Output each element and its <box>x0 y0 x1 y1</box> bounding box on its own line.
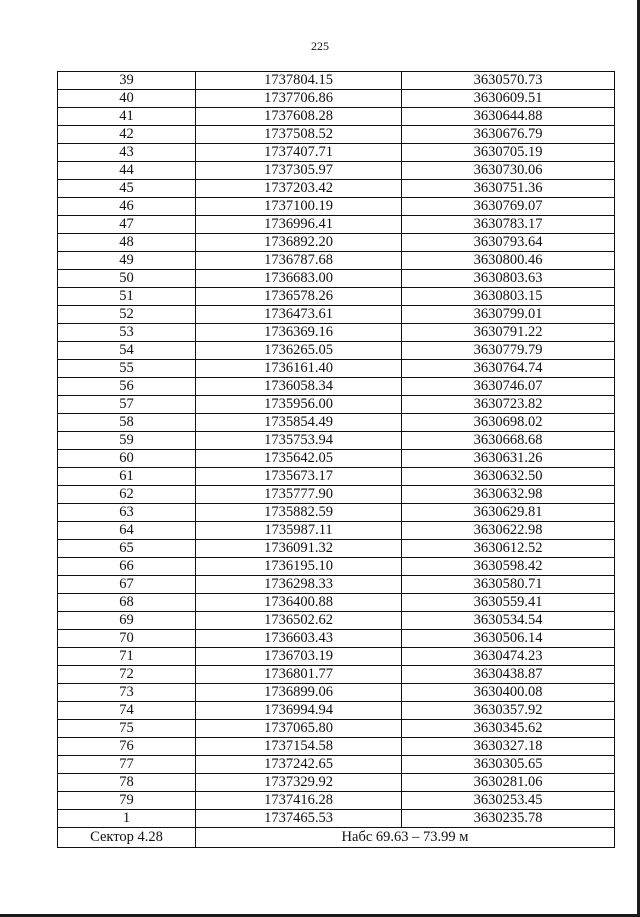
table-row <box>58 234 615 252</box>
y-coordinate-cell: 3630799.01 <box>402 306 615 324</box>
table-row <box>58 774 615 792</box>
table-row <box>58 198 615 216</box>
table-row <box>58 576 615 594</box>
x-coordinate-cell: 1736473.61 <box>196 306 402 324</box>
x-coordinate-cell: 1737203.42 <box>196 180 402 198</box>
table-row <box>58 252 615 270</box>
point-number-cell: 56 <box>58 378 196 396</box>
y-coordinate-cell: 3630438.87 <box>402 666 615 684</box>
point-number-cell: 60 <box>58 450 196 468</box>
point-number-cell: 52 <box>58 306 196 324</box>
point-number-cell: 39 <box>58 72 196 90</box>
point-number-cell: 49 <box>58 252 196 270</box>
point-number-cell: 55 <box>58 360 196 378</box>
x-coordinate-cell: 1735854.49 <box>196 414 402 432</box>
point-number-cell: 63 <box>58 504 196 522</box>
y-coordinate-cell: 3630779.79 <box>402 342 615 360</box>
coordinates-table <box>57 71 615 848</box>
point-number-cell: 65 <box>58 540 196 558</box>
x-coordinate-cell: 1736058.34 <box>196 378 402 396</box>
x-coordinate-cell: 1735987.11 <box>196 522 402 540</box>
table-row <box>58 558 615 576</box>
x-coordinate-cell: 1736502.62 <box>196 612 402 630</box>
x-coordinate-cell: 1736787.68 <box>196 252 402 270</box>
table-row <box>58 504 615 522</box>
y-coordinate-cell: 3630791.22 <box>402 324 615 342</box>
point-number-cell: 71 <box>58 648 196 666</box>
y-coordinate-cell: 3630730.06 <box>402 162 615 180</box>
point-number-cell: 70 <box>58 630 196 648</box>
point-number-cell: 51 <box>58 288 196 306</box>
y-coordinate-cell: 3630345.62 <box>402 720 615 738</box>
y-coordinate-cell: 3630698.02 <box>402 414 615 432</box>
x-coordinate-cell: 1736195.10 <box>196 558 402 576</box>
y-coordinate-cell: 3630769.07 <box>402 198 615 216</box>
y-coordinate-cell: 3630676.79 <box>402 126 615 144</box>
y-coordinate-cell: 3630705.19 <box>402 144 615 162</box>
point-number-cell: 75 <box>58 720 196 738</box>
x-coordinate-cell: 1737407.71 <box>196 144 402 162</box>
x-coordinate-cell: 1736091.32 <box>196 540 402 558</box>
y-coordinate-cell: 3630803.15 <box>402 288 615 306</box>
x-coordinate-cell: 1736161.40 <box>196 360 402 378</box>
point-number-cell: 61 <box>58 468 196 486</box>
y-coordinate-cell: 3630327.18 <box>402 738 615 756</box>
x-coordinate-cell: 1735642.05 <box>196 450 402 468</box>
table-row <box>58 162 615 180</box>
point-number-cell: 47 <box>58 216 196 234</box>
table-row <box>58 144 615 162</box>
table-row <box>58 450 615 468</box>
table-row <box>58 288 615 306</box>
coordinates-table-body <box>58 72 615 828</box>
x-coordinate-cell: 1736801.77 <box>196 666 402 684</box>
x-coordinate-cell: 1735956.00 <box>196 396 402 414</box>
point-number-cell: 57 <box>58 396 196 414</box>
table-row <box>58 126 615 144</box>
y-coordinate-cell: 3630793.64 <box>402 234 615 252</box>
table-row <box>58 702 615 720</box>
table-row <box>58 486 615 504</box>
point-number-cell: 68 <box>58 594 196 612</box>
point-number-cell: 76 <box>58 738 196 756</box>
table-row <box>58 108 615 126</box>
table-row <box>58 378 615 396</box>
x-coordinate-cell: 1737804.15 <box>196 72 402 90</box>
point-number-cell: 77 <box>58 756 196 774</box>
x-coordinate-cell: 1736603.43 <box>196 630 402 648</box>
table-row <box>58 720 615 738</box>
x-coordinate-cell: 1737100.19 <box>196 198 402 216</box>
table-row <box>58 324 615 342</box>
x-coordinate-cell: 1736369.16 <box>196 324 402 342</box>
table-row <box>58 180 615 198</box>
point-number-cell: 72 <box>58 666 196 684</box>
point-number-cell: 69 <box>58 612 196 630</box>
y-coordinate-cell: 3630803.63 <box>402 270 615 288</box>
y-coordinate-cell: 3630506.14 <box>402 630 615 648</box>
point-number-cell: 66 <box>58 558 196 576</box>
y-coordinate-cell: 3630631.26 <box>402 450 615 468</box>
x-coordinate-cell: 1736996.41 <box>196 216 402 234</box>
point-number-cell: 1 <box>58 810 196 828</box>
x-coordinate-cell: 1737706.86 <box>196 90 402 108</box>
table-row <box>58 342 615 360</box>
x-coordinate-cell: 1737329.92 <box>196 774 402 792</box>
point-number-cell: 44 <box>58 162 196 180</box>
height-range: Набс 69.63 – 73.99 м <box>196 828 615 848</box>
y-coordinate-cell: 3630783.17 <box>402 216 615 234</box>
y-coordinate-cell: 3630559.41 <box>402 594 615 612</box>
y-coordinate-cell: 3630632.98 <box>402 486 615 504</box>
y-coordinate-cell: 3630751.36 <box>402 180 615 198</box>
y-coordinate-cell: 3630281.06 <box>402 774 615 792</box>
table-row <box>58 468 615 486</box>
point-number-cell: 78 <box>58 774 196 792</box>
x-coordinate-cell: 1736578.26 <box>196 288 402 306</box>
x-coordinate-cell: 1735673.17 <box>196 468 402 486</box>
point-number-cell: 43 <box>58 144 196 162</box>
x-coordinate-cell: 1737465.53 <box>196 810 402 828</box>
y-coordinate-cell: 3630723.82 <box>402 396 615 414</box>
table-row <box>58 216 615 234</box>
point-number-cell: 48 <box>58 234 196 252</box>
y-coordinate-cell: 3630622.98 <box>402 522 615 540</box>
x-coordinate-cell: 1736400.88 <box>196 594 402 612</box>
point-number-cell: 54 <box>58 342 196 360</box>
y-coordinate-cell: 3630570.73 <box>402 72 615 90</box>
point-number-cell: 62 <box>58 486 196 504</box>
y-coordinate-cell: 3630598.42 <box>402 558 615 576</box>
y-coordinate-cell: 3630305.65 <box>402 756 615 774</box>
x-coordinate-cell: 1736899.06 <box>196 684 402 702</box>
table-row <box>58 810 615 828</box>
point-number-cell: 73 <box>58 684 196 702</box>
y-coordinate-cell: 3630580.71 <box>402 576 615 594</box>
y-coordinate-cell: 3630357.92 <box>402 702 615 720</box>
table-row <box>58 270 615 288</box>
point-number-cell: 58 <box>58 414 196 432</box>
x-coordinate-cell: 1735753.94 <box>196 432 402 450</box>
y-coordinate-cell: 3630764.74 <box>402 360 615 378</box>
x-coordinate-cell: 1736683.00 <box>196 270 402 288</box>
table-row <box>58 72 615 90</box>
sector-label: Сектор 4.28 <box>58 828 196 848</box>
table-row <box>58 684 615 702</box>
x-coordinate-cell: 1736298.33 <box>196 576 402 594</box>
point-number-cell: 67 <box>58 576 196 594</box>
x-coordinate-cell: 1737608.28 <box>196 108 402 126</box>
table-row <box>58 612 615 630</box>
point-number-cell: 53 <box>58 324 196 342</box>
y-coordinate-cell: 3630474.23 <box>402 648 615 666</box>
x-coordinate-cell: 1737508.52 <box>196 126 402 144</box>
x-coordinate-cell: 1735777.90 <box>196 486 402 504</box>
table-row <box>58 360 615 378</box>
y-coordinate-cell: 3630253.45 <box>402 792 615 810</box>
x-coordinate-cell: 1736892.20 <box>196 234 402 252</box>
x-coordinate-cell: 1737154.58 <box>196 738 402 756</box>
table-row <box>58 522 615 540</box>
table-row <box>58 756 615 774</box>
table-row <box>58 306 615 324</box>
point-number-cell: 45 <box>58 180 196 198</box>
y-coordinate-cell: 3630668.68 <box>402 432 615 450</box>
x-coordinate-cell: 1737416.28 <box>196 792 402 810</box>
y-coordinate-cell: 3630534.54 <box>402 612 615 630</box>
point-number-cell: 79 <box>58 792 196 810</box>
x-coordinate-cell: 1737065.80 <box>196 720 402 738</box>
table-row <box>58 432 615 450</box>
table-row <box>58 396 615 414</box>
point-number-cell: 40 <box>58 90 196 108</box>
point-number-cell: 41 <box>58 108 196 126</box>
table-row <box>58 792 615 810</box>
x-coordinate-cell: 1737242.65 <box>196 756 402 774</box>
point-number-cell: 46 <box>58 198 196 216</box>
x-coordinate-cell: 1735882.59 <box>196 504 402 522</box>
point-number-cell: 50 <box>58 270 196 288</box>
point-number-cell: 59 <box>58 432 196 450</box>
table-row <box>58 666 615 684</box>
table-row <box>58 90 615 108</box>
y-coordinate-cell: 3630629.81 <box>402 504 615 522</box>
y-coordinate-cell: 3630632.50 <box>402 468 615 486</box>
table-row <box>58 594 615 612</box>
x-coordinate-cell: 1737305.97 <box>196 162 402 180</box>
y-coordinate-cell: 3630746.07 <box>402 378 615 396</box>
sector-footer-row <box>58 828 615 848</box>
table-row <box>58 414 615 432</box>
y-coordinate-cell: 3630400.08 <box>402 684 615 702</box>
y-coordinate-cell: 3630644.88 <box>402 108 615 126</box>
table-row <box>58 738 615 756</box>
y-coordinate-cell: 3630612.52 <box>402 540 615 558</box>
table-row <box>58 630 615 648</box>
point-number-cell: 74 <box>58 702 196 720</box>
y-coordinate-cell: 3630609.51 <box>402 90 615 108</box>
x-coordinate-cell: 1736265.05 <box>196 342 402 360</box>
y-coordinate-cell: 3630235.78 <box>402 810 615 828</box>
y-coordinate-cell: 3630800.46 <box>402 252 615 270</box>
table-row <box>58 648 615 666</box>
table-row <box>58 540 615 558</box>
x-coordinate-cell: 1736994.94 <box>196 702 402 720</box>
point-number-cell: 42 <box>58 126 196 144</box>
x-coordinate-cell: 1736703.19 <box>196 648 402 666</box>
point-number-cell: 64 <box>58 522 196 540</box>
page-number: 225 <box>311 39 329 53</box>
